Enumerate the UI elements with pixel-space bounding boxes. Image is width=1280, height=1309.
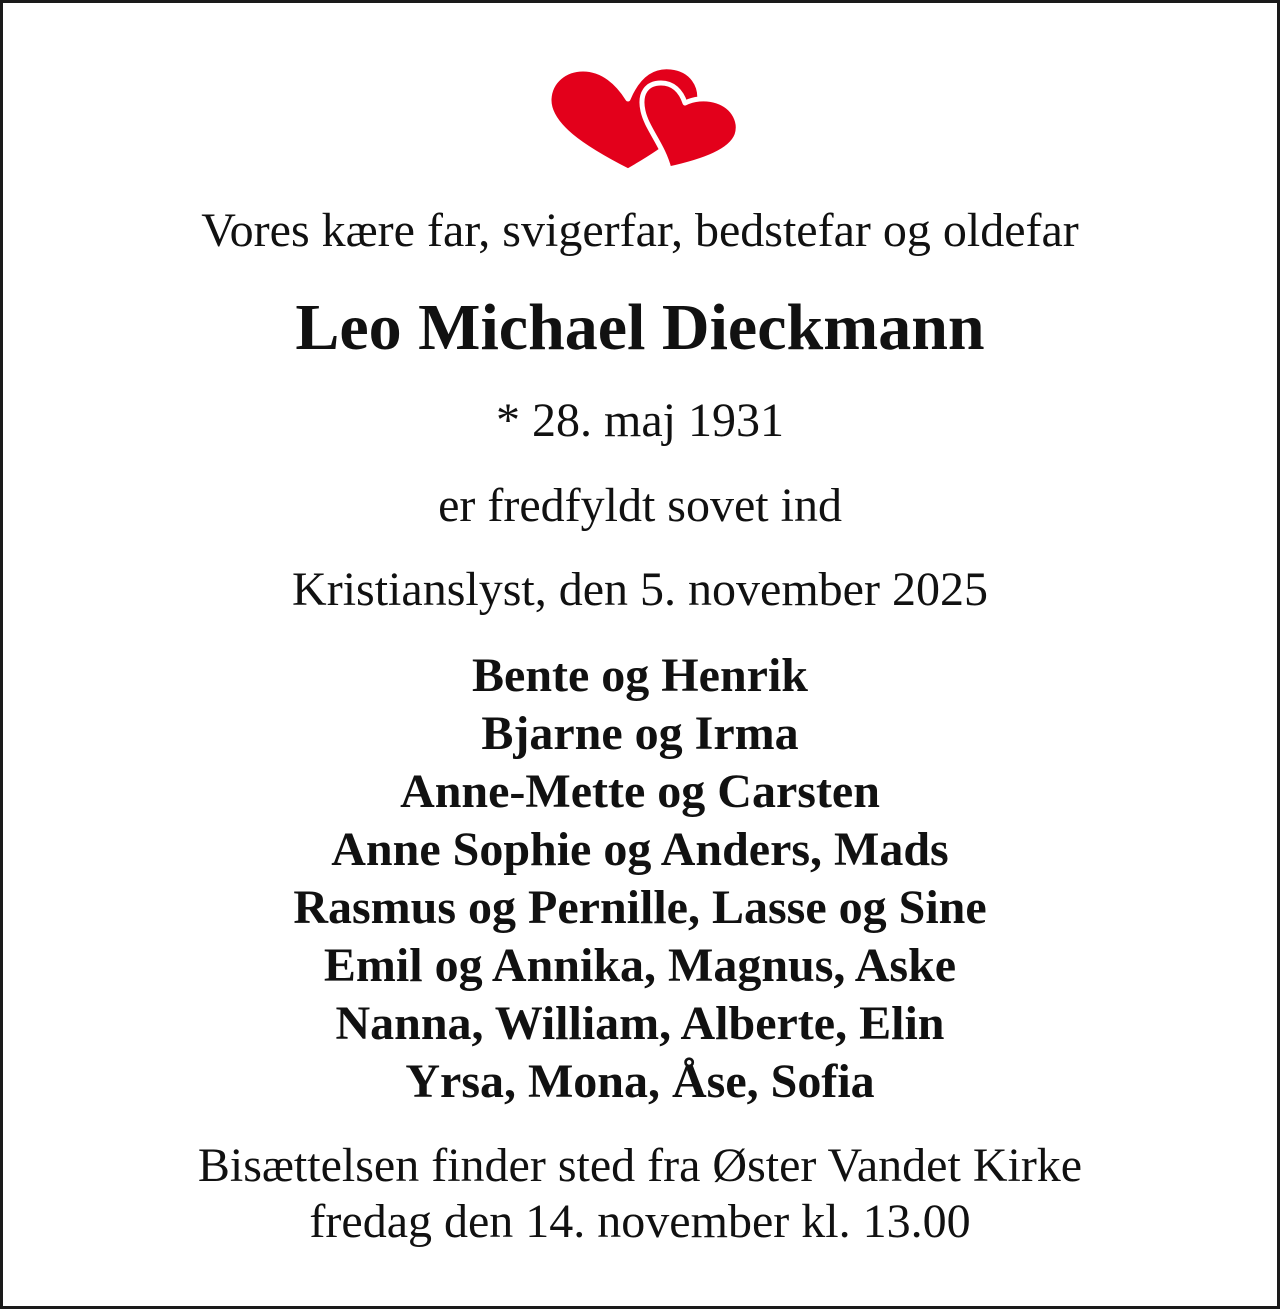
service-info xyxy=(3,1138,1277,1250)
deceased-name: Leo Michael Dieckmann xyxy=(295,291,985,364)
family-line: Bjarne og Irma xyxy=(481,707,799,760)
intro-text: Vores kære far, svigerfar, bedstefar og oldefar xyxy=(201,204,1079,257)
family-line: Bente og Henrik xyxy=(472,649,808,702)
two-hearts-icon xyxy=(543,63,743,173)
family-line: Nanna, William, Alberte, Elin xyxy=(335,997,945,1050)
family-line: Rasmus og Pernille, Lasse og Sine xyxy=(293,881,987,934)
service-location: Bisættelsen finder sted fra Øster Vandet Kirke xyxy=(197,1139,1083,1192)
family-line: Yrsa, Mona, Åse, Sofia xyxy=(405,1055,875,1108)
service-time: fredag den 14. november kl. 13.00 xyxy=(309,1195,971,1248)
family-line: Anne Sophie og Anders, Mads xyxy=(331,823,949,876)
place-and-date: Kristianslyst, den 5. november 2025 xyxy=(292,563,988,616)
family-line: Emil og Annika, Magnus, Aske xyxy=(323,939,957,992)
passed-text: er fredfyldt sovet ind xyxy=(438,479,842,532)
birth-date: * 28. maj 1931 xyxy=(496,394,784,447)
family-line: Anne-Mette og Carsten xyxy=(400,765,880,818)
family-list xyxy=(3,647,1277,1111)
